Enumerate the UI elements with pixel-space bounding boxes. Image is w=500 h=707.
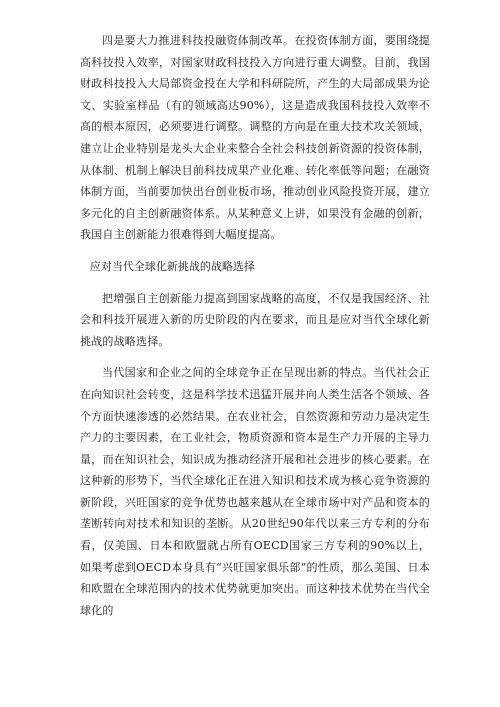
paragraph-global-competition: 当代国家和企业之间的全球竞争正在呈现出新的特点。当代社会正在向知识社会转变，这是科学技术迅猛开展并向人类生活各个领域、各个方面快速渗透的必然结果。在农业社会，自然资源和劳动力是决定生产力的主要因素，在工业社会，物质资源和资本是生产力开展的主导力量，而在知识社会，知识成为推动经济开展和社会进步的核心要素。在这种新的形势下，当代全球化正在进入知识和技术成为核心竞争资源的新阶段，兴旺国家的竞争优势也越来越从在全球市场中对产品和资本的垄断转向对技术和知识的垄断。从20世纪90年代以来三方专利的分布看，仅美国、日本和欧盟就占所有OECD国家三方专利的90%以上，如果考虑到OECD本身具有“兴旺国家俱乐部”的性质，那么美国、日本和欧盟在全球范围内的技术优势就更加突出。而这种技术优势在当代全球化的 [80,366,430,617]
document-body [80,30,430,631]
section-heading: 应对当代全球化新挑战的战略选择 [89,259,255,273]
paragraph-investment-reform: 四是要大力推进科技投融资体制改革。在投资体制方面，要围绕提高科技投入效率，对国家财政科技投入方向进行重大调整。目前，我国财政科技投入大局部资金投在大学和科研院所，产生的大局部成果为论文、实验室样品（有的领域高达90%），这是造成我国科技投入效率不高的根本原因，必须要进行调整。调整的方向是在重大技术攻关领域，建立让企业特别是龙头大企业来整合全社会科技创新资源的投资体制，从体制、机制上解决目前科技成果产业化难、转化率低等问题；在融资体制方面，当前要加快出台创业板市场，推动创业风险投资开展，建立多元化的自主创新融资体系。从某种意义上讲，如果没有金融的创新，我国自主创新能力很难得到大幅度提高。 [80,34,430,242]
paragraph-strategic-choice: 把增强自主创新能力提高到国家战略的高度，不仅是我国经济、社会和科技开展进入新的历史阶段的内在要求，而且是应对当代全球化新挑战的战略选择。 [80,291,430,348]
